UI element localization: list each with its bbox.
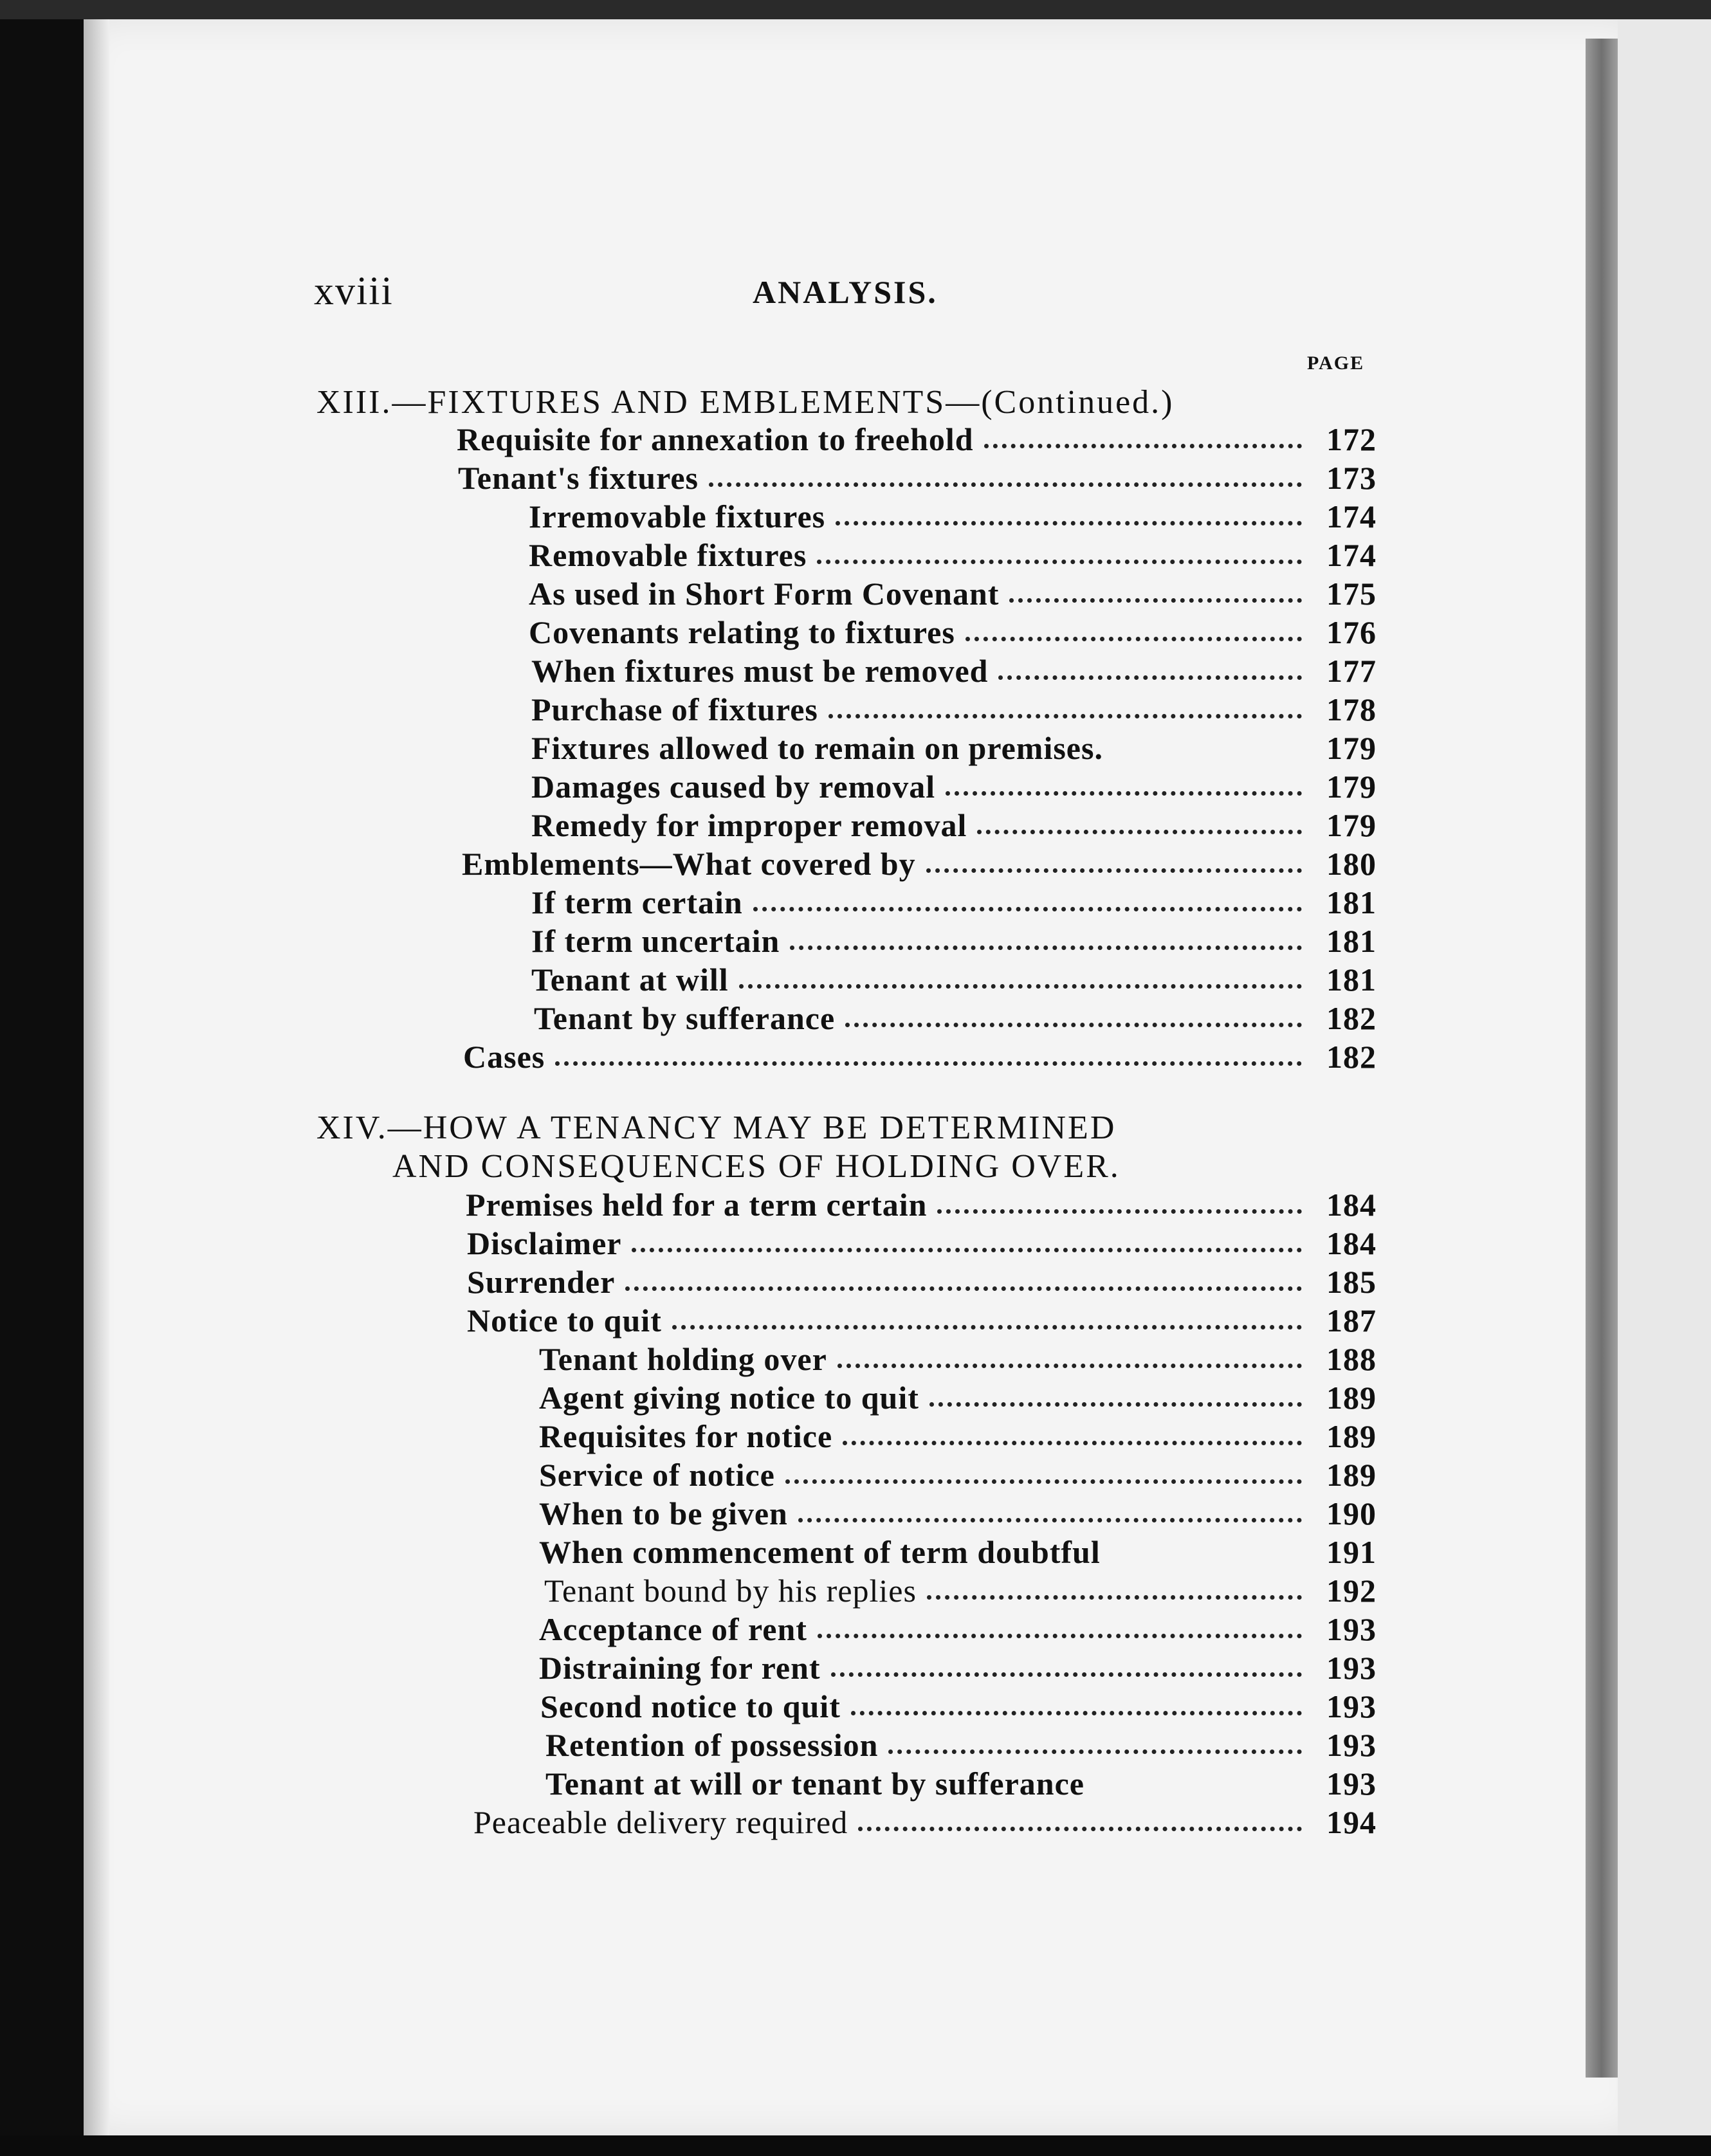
- toc-entry-page: 177: [1326, 653, 1377, 689]
- toc-entry-label: Damages caused by removal: [531, 769, 936, 805]
- toc-entry-label: Surrender: [467, 1264, 616, 1300]
- toc-entry: [531, 768, 1377, 805]
- toc-entry: [473, 1804, 1377, 1841]
- toc-entry-label: Notice to quit: [467, 1302, 662, 1338]
- toc-entry-page: 172: [1326, 421, 1377, 457]
- toc-entry-label: Irremovable fixtures: [529, 498, 826, 534]
- toc-entry-label: If term uncertain: [531, 923, 780, 959]
- toc-entry-page: 193: [1326, 1611, 1377, 1647]
- toc-entry-page: 181: [1326, 923, 1377, 959]
- toc-entry-page: 192: [1326, 1573, 1377, 1609]
- toc-entry-label: As used in Short Form Covenant: [529, 576, 1000, 612]
- toc-entry: [531, 691, 1377, 728]
- dot-leader: [672, 1325, 1302, 1329]
- dot-leader: [798, 1518, 1302, 1522]
- toc-entry-label: Acceptance of rent: [539, 1611, 807, 1647]
- dot-leader: [709, 482, 1302, 487]
- dot-leader: [946, 791, 1302, 796]
- toc-entry-label: Purchase of fixtures: [531, 691, 818, 727]
- toc-entry: [529, 498, 1377, 535]
- page-column-label: PAGE: [1307, 352, 1365, 374]
- toc-entry-page: 193: [1326, 1727, 1377, 1763]
- toc-entry: [467, 1263, 1377, 1301]
- toc-entry: [539, 1418, 1377, 1455]
- toc-entry: [540, 1688, 1377, 1725]
- toc-entry-label: Tenant at will: [531, 962, 729, 998]
- dot-leader: [888, 1749, 1302, 1754]
- toc-entry-label: Requisites for notice: [539, 1418, 833, 1454]
- dot-leader: [998, 675, 1302, 680]
- toc-entry-page: 189: [1326, 1457, 1377, 1493]
- toc-entry: [463, 1038, 1377, 1075]
- toc-entry-page: 187: [1326, 1302, 1377, 1338]
- dot-leader: [785, 1479, 1302, 1484]
- toc-entry-page: 173: [1326, 460, 1377, 496]
- toc-entry-label: Peaceable delivery required: [473, 1804, 848, 1840]
- toc-entry-label: Premises held for a term certain: [466, 1187, 928, 1223]
- toc-entry-page: 178: [1326, 691, 1377, 727]
- roman-page-number: xviii: [314, 270, 394, 313]
- toc-entry-label: Second notice to quit: [540, 1688, 841, 1724]
- dot-leader: [632, 1248, 1302, 1252]
- toc-entry-label: Tenant's fixtures: [458, 460, 699, 496]
- toc-entry-page: 193: [1326, 1766, 1377, 1802]
- dot-leader: [836, 521, 1302, 525]
- toc-entry-label: Disclaimer: [467, 1225, 622, 1261]
- toc-entry-label: Tenant bound by his replies: [544, 1573, 917, 1609]
- dot-leader: [926, 868, 1302, 873]
- running-header-title: ANALYSIS.: [753, 274, 938, 310]
- toc-entry: [529, 614, 1377, 651]
- dot-leader: [929, 1402, 1302, 1407]
- toc-entry: [457, 421, 1377, 458]
- toc-entry: [467, 1302, 1377, 1339]
- toc-entry: [544, 1572, 1377, 1609]
- dot-leader: [965, 637, 1302, 641]
- toc-entry: [539, 1340, 1377, 1378]
- dot-leader: [1095, 1788, 1302, 1793]
- toc-entry-page: 181: [1326, 962, 1377, 998]
- toc-entry-page: 176: [1326, 614, 1377, 650]
- toc-entry-page: 182: [1326, 1039, 1377, 1075]
- dot-leader: [753, 907, 1302, 911]
- dot-leader: [739, 984, 1302, 989]
- toc-entry: [534, 1000, 1377, 1037]
- toc-entry-page: 193: [1326, 1688, 1377, 1724]
- toc-entry-page: 189: [1326, 1380, 1377, 1416]
- toc-entry-label: When commencement of term doubtful: [539, 1534, 1101, 1570]
- toc-entry-page: 194: [1326, 1804, 1377, 1840]
- toc-entry-page: 189: [1326, 1418, 1377, 1454]
- toc-entry-page: 184: [1326, 1225, 1377, 1261]
- toc-entry-label: Removable fixtures: [529, 537, 807, 573]
- toc-entry: [466, 1186, 1377, 1223]
- section-xiii-title: XIII.—FIXTURES AND EMBLEMENTS—(Continued.): [316, 384, 1175, 421]
- toc-entry-page: 184: [1326, 1187, 1377, 1223]
- toc-entry: [531, 961, 1377, 998]
- toc-entry: [531, 729, 1377, 767]
- toc-entry: [531, 807, 1377, 844]
- toc-entry-label: Tenant at will or tenant by sufferance: [545, 1766, 1084, 1802]
- toc-entry-page: 190: [1326, 1495, 1377, 1531]
- toc-entry-label: Emblements—What covered by: [462, 846, 916, 882]
- toc-entry: [531, 652, 1377, 690]
- toc-entry-label: Distraining for rent: [539, 1650, 821, 1686]
- toc-entry: [545, 1726, 1377, 1764]
- toc-entry-label: When to be given: [539, 1495, 788, 1531]
- toc-entry-page: 174: [1326, 537, 1377, 573]
- toc-entry-label: Tenant holding over: [539, 1341, 827, 1377]
- dot-leader: [845, 1023, 1302, 1027]
- toc-entry: [539, 1611, 1377, 1648]
- toc-entry-page: 181: [1326, 884, 1377, 920]
- toc-entry: [462, 845, 1377, 882]
- dot-leader: [1009, 598, 1302, 603]
- toc-entry-label: Retention of possession: [545, 1727, 879, 1763]
- toc-entry: [539, 1456, 1377, 1494]
- dot-leader: [927, 1595, 1302, 1600]
- toc-entry-label: Cases: [463, 1039, 545, 1075]
- dot-leader: [837, 1364, 1302, 1368]
- toc-entry-page: 182: [1326, 1000, 1377, 1036]
- dot-leader: [831, 1672, 1302, 1677]
- dot-leader: [851, 1711, 1302, 1715]
- toc-entry: [531, 922, 1377, 960]
- dot-leader: [843, 1441, 1302, 1445]
- toc-entry-label: Requisite for annexation to freehold: [457, 421, 974, 457]
- dot-leader: [828, 714, 1302, 718]
- dot-leader: [1111, 1557, 1302, 1561]
- toc-entry: [539, 1379, 1377, 1416]
- toc-entry-page: 185: [1326, 1264, 1377, 1300]
- toc-entry-label: Covenants relating to fixtures: [529, 614, 955, 650]
- toc-entry-page: 180: [1326, 846, 1377, 882]
- section-xiv-title-line2: AND CONSEQUENCES OF HOLDING OVER.: [392, 1148, 1121, 1185]
- dot-leader: [937, 1209, 1302, 1214]
- toc-entry-page: 179: [1326, 769, 1377, 805]
- section-xiv-title-line1: XIV.—HOW A TENANCY MAY BE DETERMINED: [316, 1110, 1117, 1146]
- toc-entry-label: Agent giving notice to quit: [539, 1380, 919, 1416]
- toc-entry: [458, 459, 1377, 497]
- toc-entry-page: 179: [1326, 807, 1377, 843]
- toc-entry-label: If term certain: [531, 884, 743, 920]
- toc-entry-label: When fixtures must be removed: [531, 653, 989, 689]
- dot-leader: [790, 946, 1302, 950]
- toc-entry: [529, 536, 1377, 574]
- toc-entry: [531, 884, 1377, 921]
- toc-entry: [539, 1495, 1377, 1532]
- dot-leader: [984, 444, 1302, 448]
- toc-entry-label: Tenant by sufferance: [534, 1000, 836, 1036]
- dot-leader: [555, 1061, 1302, 1066]
- toc-entry-label: Fixtures allowed to remain on premises.: [531, 730, 1103, 766]
- toc-entry-page: 179: [1326, 730, 1377, 766]
- toc-entry: [467, 1225, 1377, 1262]
- toc-entry: [539, 1649, 1377, 1686]
- toc-entry-page: 193: [1326, 1650, 1377, 1686]
- toc-entry-page: 191: [1326, 1534, 1377, 1570]
- dot-leader: [817, 560, 1302, 564]
- toc-entry-page: 188: [1326, 1341, 1377, 1377]
- toc-entry-page: 174: [1326, 498, 1377, 534]
- dot-leader: [625, 1286, 1302, 1291]
- toc-entry-label: Remedy for improper removal: [531, 807, 967, 843]
- toc-entry: [545, 1765, 1377, 1802]
- toc-entry-label: Service of notice: [539, 1457, 775, 1493]
- dot-leader: [1113, 753, 1302, 757]
- toc-entry: [529, 575, 1377, 612]
- dot-leader: [818, 1634, 1302, 1638]
- dot-leader: [977, 830, 1302, 834]
- toc-entry: [539, 1533, 1377, 1571]
- dot-leader: [858, 1827, 1302, 1831]
- toc-entry-page: 175: [1326, 576, 1377, 612]
